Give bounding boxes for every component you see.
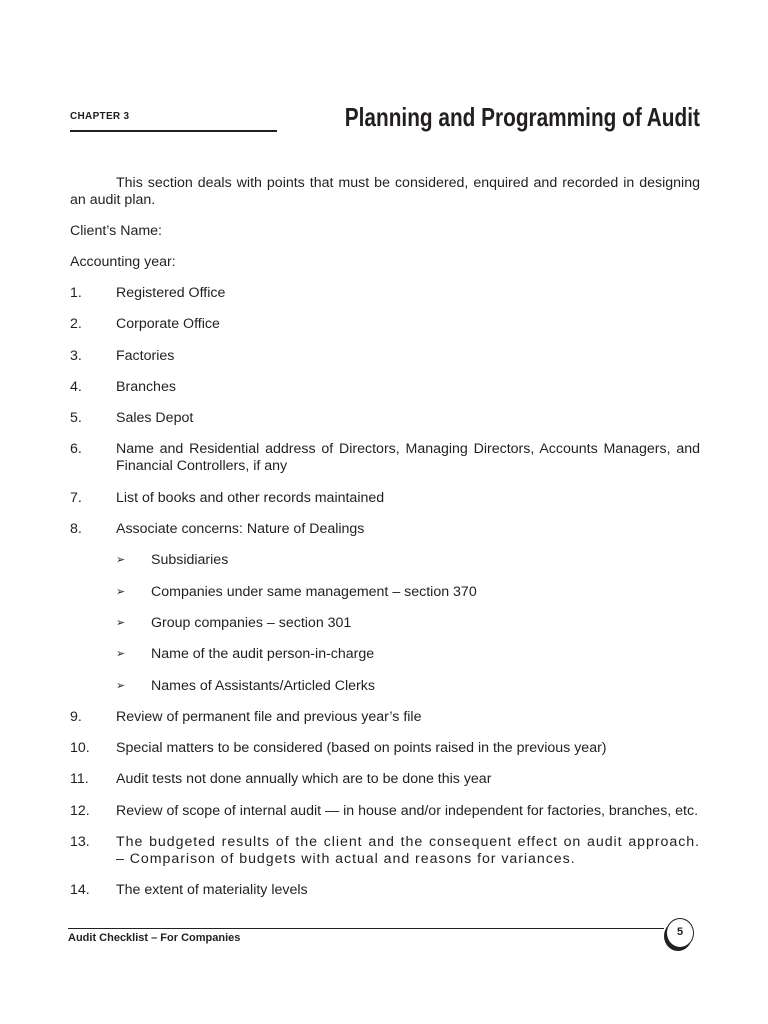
page-title: Planning and Programming of Audit: [344, 102, 700, 132]
bullet-text: Names of Assistants/Articled Clerks: [151, 677, 375, 694]
bullet-text: Name of the audit person-in-charge: [151, 646, 375, 663]
list-item: [70, 771, 700, 788]
item-number: 3.: [70, 347, 82, 364]
bullet-item: [116, 678, 700, 695]
item-number: 8.: [70, 521, 82, 538]
bullet-text: Companies under same management – section 370: [151, 583, 477, 600]
arrow-bullet-icon: ➢: [116, 648, 126, 661]
item-text: Special matters to be considered (based on points raised in the previous year): [116, 740, 607, 757]
item-number: 5.: [70, 410, 82, 427]
item-text: The extent of materiality levels: [116, 882, 308, 899]
intro-paragraph: This section deals with points that must be considered, enquired and recorded in designing an audit plan.: [70, 175, 700, 208]
item-text: Associate concerns: Nature of Dealings: [116, 521, 365, 538]
item-text: Audit tests not done annually which are to be done this year: [116, 771, 492, 788]
list-item: [70, 709, 700, 726]
footer-rule: [68, 928, 664, 929]
list-item: [70, 834, 700, 868]
item-number: 4.: [70, 378, 82, 395]
item-number: 14.: [70, 882, 90, 899]
accounting-year-field: Accounting year:: [70, 254, 176, 270]
arrow-bullet-icon: ➢: [116, 554, 126, 567]
list-item: [70, 285, 700, 302]
item-text: Branches: [116, 378, 176, 395]
item-number: 1.: [70, 285, 82, 301]
arrow-bullet-icon: ➢: [116, 616, 126, 629]
list-item: [70, 410, 700, 427]
item-text: Factories: [116, 347, 175, 364]
item-text: Review of permanent file and previous year’s file: [116, 708, 422, 725]
list-item: [70, 379, 700, 396]
item-number: 10.: [70, 740, 90, 757]
client-name-field: Client’s Name:: [70, 223, 162, 239]
chapter-header: [70, 102, 700, 136]
chapter-label: CHAPTER 3: [70, 111, 130, 122]
bullet-item: [116, 646, 700, 663]
list-item: [70, 803, 700, 820]
item-number: 2.: [70, 316, 82, 333]
list-item: [70, 441, 700, 475]
list-item: [70, 740, 700, 757]
header-rule: [70, 130, 277, 132]
item-number: 6.: [70, 441, 82, 458]
bullet-item: [116, 552, 700, 569]
item-number: 11.: [70, 771, 89, 788]
footer-title: Audit Checklist – For Companies: [68, 932, 241, 944]
item-text: Corporate Office: [116, 316, 220, 333]
item-number: 13.: [70, 834, 90, 851]
arrow-bullet-icon: ➢: [116, 585, 126, 598]
list-item: [70, 882, 700, 899]
bullet-item: [116, 584, 700, 601]
list-item: [70, 316, 700, 333]
page-number: 5: [666, 918, 694, 948]
item-text: Sales Depot: [116, 410, 194, 427]
item-text: List of books and other records maintained: [116, 489, 385, 506]
item-number: 7.: [70, 489, 82, 506]
page-footer: [68, 920, 698, 960]
item-text: Name and Residential address of Directors, Managing Directors, Accounts Managers, and Financial Controllers, if any: [116, 441, 700, 475]
bullet-item: [116, 615, 700, 632]
item-text: Registered Office: [116, 285, 226, 301]
item-number: 12.: [70, 802, 90, 819]
list-item: [70, 521, 700, 538]
list-item: [70, 348, 700, 365]
document-body: [70, 175, 700, 914]
list-item: [70, 490, 700, 507]
item-number: 9.: [70, 708, 82, 725]
arrow-bullet-icon: ➢: [116, 679, 126, 692]
bullet-text: Group companies – section 301: [151, 614, 352, 631]
item-text: The budgeted results of the client and the consequent effect on audit approach. – Comparison of budgets with actual and reasons for variances.: [116, 834, 700, 868]
bullet-text: Subsidiaries: [151, 552, 229, 569]
item-text: Review of scope of internal audit — in house and/or independent for factories, branches, etc.: [116, 802, 699, 819]
